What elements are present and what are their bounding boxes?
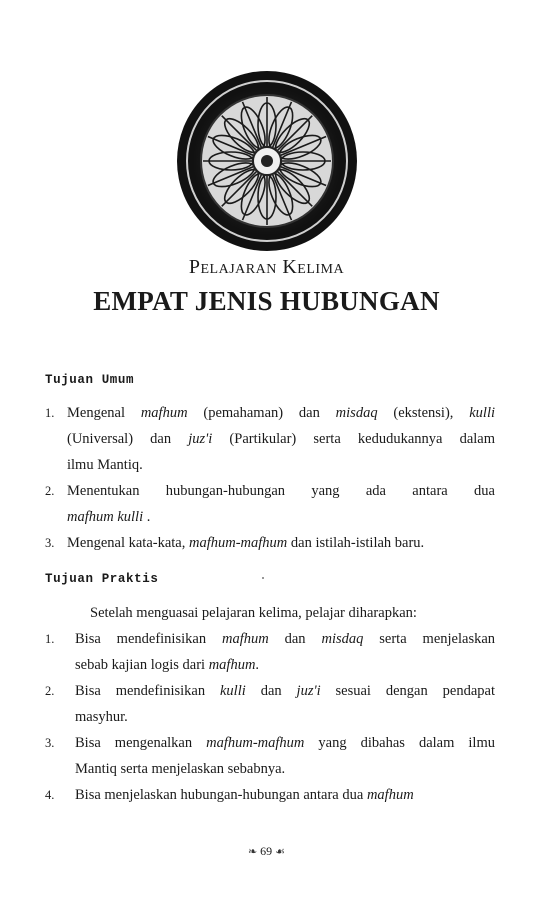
flourish-left-icon: ❧ <box>247 846 258 858</box>
list-item-line <box>75 626 495 652</box>
section-heading-tujuan-praktis: Tujuan Praktis <box>45 572 159 586</box>
italic-term: mafhum <box>221 631 269 647</box>
italic-term: mafhum <box>366 787 414 803</box>
text-run: dan <box>268 631 322 647</box>
text-run: (ekstensi), <box>377 405 470 421</box>
italic-term: mafhum kulli <box>67 509 144 525</box>
text-run: ilmu Mantiq. <box>67 457 143 473</box>
list-item-line <box>67 478 495 504</box>
chapter-label: Pelajaran Kelima <box>188 256 345 278</box>
list-item-line <box>67 426 495 452</box>
list-item <box>45 730 495 782</box>
text-run: Bisa mendefinisikan <box>75 631 222 647</box>
page-footer <box>0 844 533 859</box>
list-item <box>45 478 495 530</box>
list-item-number: 3. <box>45 536 55 550</box>
list-item-line <box>75 652 495 678</box>
text-run: Bisa menjelaskan hubungan-hubungan antara dua <box>75 787 367 803</box>
list-item-line <box>75 756 495 782</box>
list-item-number: 1. <box>45 406 55 420</box>
tujuan-praktis-intro: Setelah menguasai pelajaran kelima, pelajar diharapkan: <box>90 605 417 621</box>
list-item-line <box>67 452 495 478</box>
text-run: sebab kajian logis dari <box>75 657 209 673</box>
italic-term: mafhum <box>140 405 188 421</box>
chapter-title: EMPAT JENIS HUBUNGAN <box>93 286 440 316</box>
text-run: dan istilah-istilah baru. <box>287 535 425 551</box>
text-run: sesuai dengan pendapat <box>320 683 495 699</box>
text-run: Menentukan hubungan-hubungan yang ada antara dua <box>67 483 495 499</box>
text-run: yang dibahas dalam ilmu <box>304 735 495 751</box>
text-run: (Universal) dan <box>67 431 189 447</box>
list-item-line <box>67 530 495 556</box>
text-run: Mantiq serta menjelaskan sebabnya. <box>75 761 286 777</box>
text-run: . <box>143 509 151 525</box>
text-run: (pemahaman) dan <box>187 405 336 421</box>
text-run: masyhur. <box>75 709 128 725</box>
flourish-right-icon: ☙ <box>275 846 286 858</box>
rosette-ornament-icon <box>176 70 358 252</box>
text-run: Mengenal kata-kata, <box>67 535 189 551</box>
text-run: serta menjelaskan <box>363 631 496 647</box>
list-item-line <box>67 400 495 426</box>
text-run: Mengenal <box>67 405 141 421</box>
list-item <box>45 626 495 678</box>
text-run: Bisa mendefinisikan <box>75 683 220 699</box>
text-run: (Partikular) serta kedudukannya dalam <box>212 431 496 447</box>
list-item-line <box>75 730 495 756</box>
italic-term: mafhum <box>208 657 256 673</box>
list-item <box>45 782 495 808</box>
italic-term: juz'i <box>188 431 213 447</box>
list-item-line <box>75 704 495 730</box>
text-run: Bisa mengenalkan <box>75 735 207 751</box>
page-number: 69 <box>260 844 273 858</box>
list-item-number: 2. <box>45 684 55 698</box>
list-item <box>45 400 495 478</box>
tujuan-praktis-list <box>45 626 495 808</box>
list-item-line <box>75 678 495 704</box>
list-item <box>45 530 495 556</box>
tujuan-umum-list <box>45 400 495 556</box>
text-run: dan <box>245 683 297 699</box>
italic-term: mafhum-mafhum <box>188 535 288 551</box>
italic-term: misdaq <box>321 631 364 647</box>
italic-term: mafhum-mafhum <box>206 735 305 751</box>
list-item-number: 4. <box>45 788 55 802</box>
text-run: . <box>255 657 260 673</box>
list-item-number: 3. <box>45 736 55 750</box>
list-item-number: 1. <box>45 632 55 646</box>
italic-term: kulli <box>469 405 496 421</box>
list-item-number: 2. <box>45 484 55 498</box>
list-item-line <box>75 782 495 808</box>
ink-speck <box>262 577 264 579</box>
list-item <box>45 678 495 730</box>
italic-term: juz'i <box>296 683 321 699</box>
italic-term: misdaq <box>335 405 378 421</box>
section-heading-tujuan-umum: Tujuan Umum <box>45 373 135 387</box>
italic-term: kulli <box>220 683 246 699</box>
list-item-line <box>67 504 495 530</box>
